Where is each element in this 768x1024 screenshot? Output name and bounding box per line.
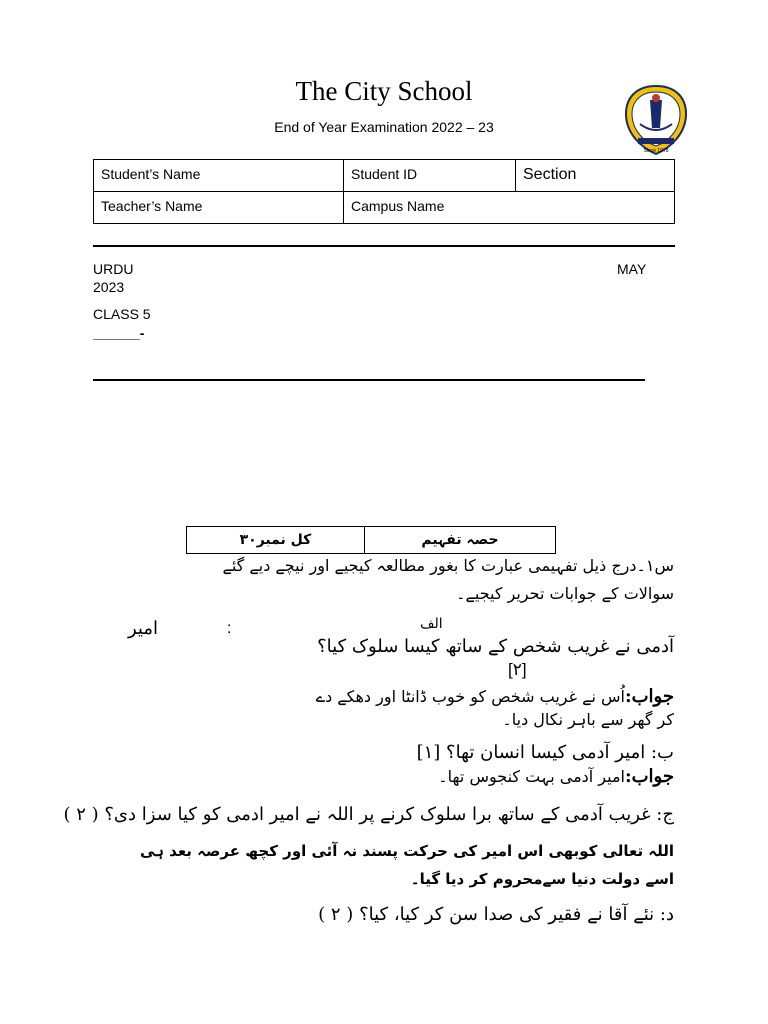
- section-field[interactable]: Section: [516, 160, 675, 192]
- answer-b-text: امیر آدمی بہت کنجوس تھا۔: [438, 767, 625, 786]
- school-logo: [624, 84, 688, 156]
- question-d-marks: ( ۲ ): [318, 904, 354, 925]
- answer-b: [94, 766, 674, 787]
- answer-c-line-2: اسے دولت دنیا سےمحروم کر دیا گیا۔: [410, 870, 674, 888]
- question-b: [94, 742, 674, 763]
- question-b-text: ب: امیر آدمی کیسا انسان تھا؟: [446, 742, 674, 763]
- school-name: The City School: [295, 76, 473, 106]
- question-a: آدمی نے غریب شخص کے ساتھ کیسا سلوک کیا؟: [317, 636, 674, 657]
- student-id-field[interactable]: Student ID: [344, 160, 516, 192]
- question-b-marks: [۱]: [416, 742, 441, 763]
- answer-a-label: جواب:: [624, 686, 674, 707]
- instruction-line-1: س۱۔درج ذیل تفہیمی عبارت کا بغور مطالعہ کیجیے اور نیچے دیے گئے: [222, 556, 674, 575]
- question-d-text: د: نئے آقا نے فقیر کی صدا سن کر کیا، کیا؟: [359, 904, 674, 925]
- student-info-table: [93, 159, 675, 224]
- divider-line-2: [93, 379, 645, 381]
- campus-name-field[interactable]: Campus Name: [344, 192, 675, 224]
- answer-a-text-1: اُس نے غریب شخص کو خوب ڈانٹا اور دھکے دے: [315, 687, 625, 706]
- section-name-cell: حصہ تفہیم: [364, 527, 555, 554]
- month-label: MAY: [617, 261, 647, 277]
- top-colon: :: [227, 620, 232, 637]
- exam-title: End of Year Examination 2022 – 23: [274, 119, 494, 135]
- question-d: [94, 904, 674, 925]
- answer-a-line-2: کر گھر سے باہر نکال دیا۔: [502, 710, 674, 729]
- alif-label: الف: [420, 616, 443, 632]
- answer-b-label: جواب:: [624, 766, 674, 787]
- year-label: 2023: [93, 279, 125, 295]
- answer-c-line-1: اللہ تعالی کوبھی اس امیر کی حرکت پسند نہ آئی اور کچھ عرصہ بعد ہی: [139, 842, 674, 860]
- question-c: [63, 804, 674, 825]
- teacher-name-field[interactable]: Teacher’s Name: [94, 192, 344, 224]
- answer-a-line-1: [94, 686, 674, 707]
- question-c-marks: ( ۲ ): [63, 804, 99, 825]
- name-blank: ______-: [93, 325, 145, 341]
- total-marks-cell: کل نمبر۳۰: [187, 527, 365, 554]
- student-name-field[interactable]: Student’s Name: [94, 160, 344, 192]
- logo-motto: Since 1978: [643, 148, 669, 154]
- subject-label: URDU: [93, 261, 134, 277]
- question-c-text: ج: غریب آدمی کے ساتھ برا سلوک کرنے پر اللہ نے امیر ادمی کو کیا سزا دی؟: [104, 804, 674, 825]
- instruction-line-2: سوالات کے جوابات تحریر کیجیے۔: [456, 584, 674, 603]
- question-a-marks: [۲]: [508, 660, 527, 679]
- class-label: CLASS 5: [93, 306, 151, 322]
- top-word: امیر: [127, 618, 158, 639]
- divider-line: [93, 245, 675, 247]
- marks-table: [186, 526, 556, 554]
